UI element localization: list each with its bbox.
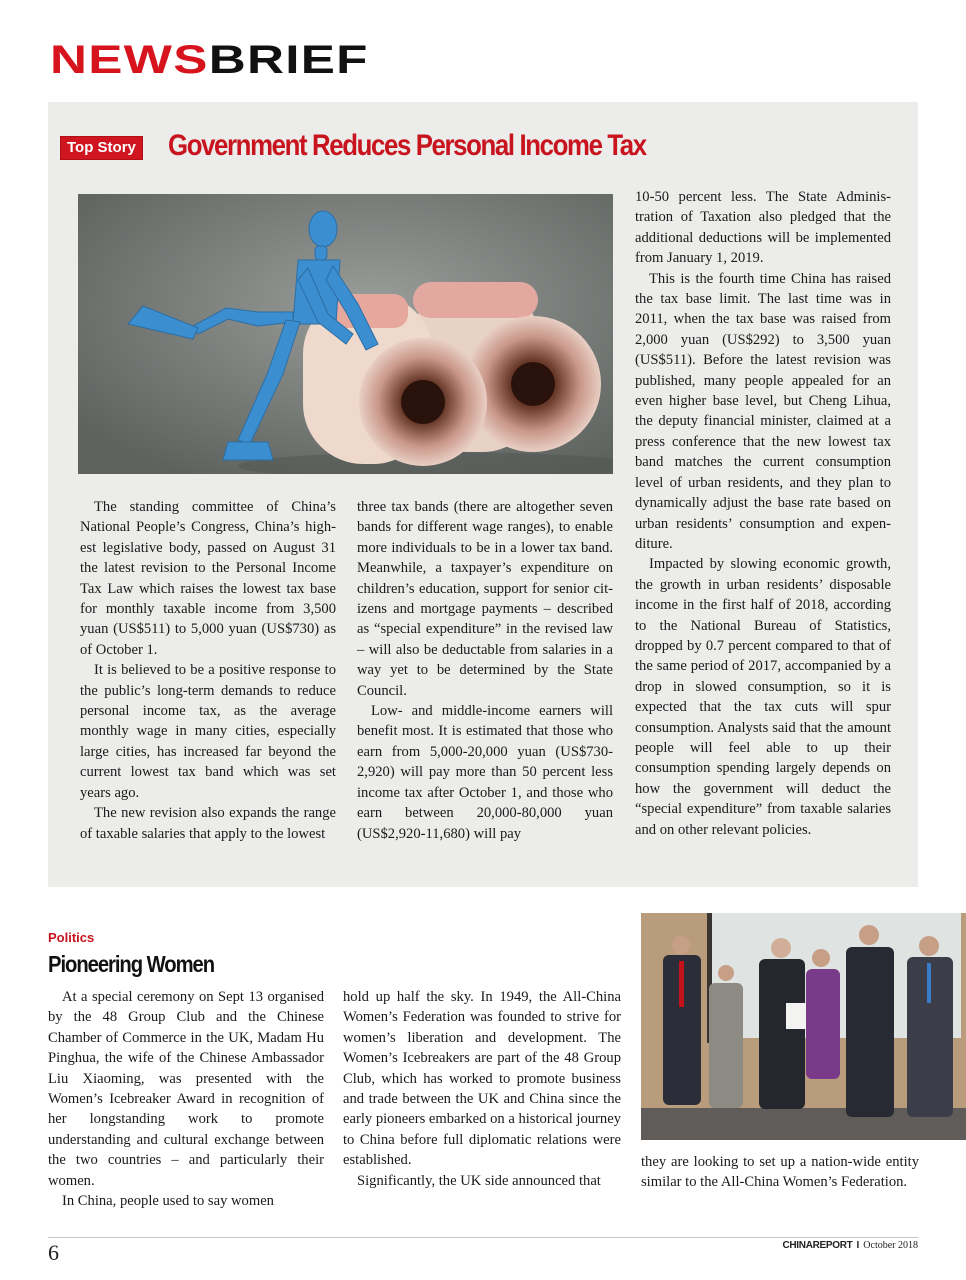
mannequin-money-illustration [78,194,613,474]
paragraph: Impacted by slowing economic growth, the growth in urban residents’ disposable income in the first half of 2018, according to the National Bureau of Statistics, dropped by 0.7 percent compared to that of the same period of 2017, accompanied by a drop in slowed consumption, so it is expected that the tax cuts will spur consumption. Analysts said that the amount people will feel able to up their consumption spending largely depends on how the government will deduct the “special expenditure” from taxable salaries and on other relevant policies. [635,556,891,838]
paragraph: three tax bands (there are altogether seven bands for different wage ranges), to enable more individuals to be in a lower tax band. Meanwhile, a taxpayer’s expenditure on children’s education, support for senior citizens and mortgage payments – described as “special expenditure” in the revised law – will also be deductable from salaries in a way yet to be determined by the State Council. [357,499,613,699]
paragraph: The standing committee of China’s National People’s Congress, China’s highest legislative body, passed on August 31 the latest revision to the Personal Income Tax Law which raises the lowest tax base for monthly taxable income from 3,500 yuan (US$511) to 5,000 yuan (US$730) as of October 1. [80,499,336,658]
top-story-column-1 [80,497,336,844]
paragraph: In China, people used to say women [62,1193,274,1210]
paragraph: It is believed to be a positive response to the public’s long-term demands to reduce personal income tax, as the average monthly wage in many cities, especially large cities, has increased far beyond the current lowest tax band which was set years ago. [80,662,336,801]
issue-date: October 2018 [863,1240,918,1251]
top-story-column-2 [357,497,613,844]
ceremony-photo [641,913,966,1140]
publication-name: CHINAREPORT [782,1240,853,1251]
footer-publication [782,1240,918,1251]
top-story-column-3 [635,187,891,840]
politics-column-1 [48,987,324,1211]
masthead-logo [50,40,369,80]
paragraph: hold up half the sky. In 1949, the All-China Women’s Federation was founded to strive for women’s liberation and development. The Women’s Icebreakers are part of the 48 Group Club, which has worked to promote business and trade between the UK and China since the early pioneers embarked on a historical journey to China before full diplomatic relations were established. [343,989,621,1169]
masthead-brief: BRIEF [208,38,369,82]
paragraph: 10-50 percent less. The State Administration of Taxation also pledged that the additional deductions will be implemented from January 1, 2019. [635,189,891,267]
politics-column-2 [343,987,621,1191]
footer-divider [48,1237,918,1238]
paragraph: This is the fourth time China has raised the tax base limit. The last time was in 2011, when the tax base was raised from 2,000 yuan (US$292) to 3,500 yuan (US$511). Before the latest revision was published, many people appealed for an even higher base level, but Cheng Lihua, the deputy financial minister, claimed at a press conference that the new lowest tax band matches the current consumption level of urban residents, and they plan to dynamically adjust the base rate based on urban residents’ consumption and expenditure. [635,270,891,552]
paragraph: The new revision also expands the range of taxable salaries that apply to the lowest [80,805,336,842]
top-story-image [78,194,613,474]
paragraph: they are looking to set up a nation-wide entity similar to the All-China Women’s Federation. [641,1154,919,1191]
footer-separator: I [856,1240,860,1251]
politics-column-3 [641,1152,919,1193]
paragraph: Significantly, the UK side announced that [357,1172,601,1189]
paragraph: At a special ceremony on Sept 13 organised by the 48 Group Club and the Chinese Chamber of Commerce in the UK, Madam Hu Pinghua, the wife of the Chinese Ambassador Liu Xiaoming, was presented with the Women’s Icebreaker Award in recognition of her longstanding work to promote understanding and cultural exchange between the two countries – and particularly their women. [48,989,324,1189]
top-story-badge: Top Story [60,136,143,160]
masthead-news: NEWS [50,38,209,82]
award-ceremony-illustration [641,913,966,1140]
paragraph: Low- and middle-income earners will benefit most. It is estimated that those who earn from 5,000-20,000 yuan (US$730-2,920) will pay more than 50 percent less income tax after October 1, and those who earn between 20,000-80,000 yuan (US$2,920-11,680) will pay [357,703,613,842]
section-label: Politics [48,930,95,945]
page-number: 6 [48,1240,59,1265]
top-story-headline: Government Reduces Personal Income Tax [168,129,646,162]
article-title: Pioneering Women [48,951,215,977]
